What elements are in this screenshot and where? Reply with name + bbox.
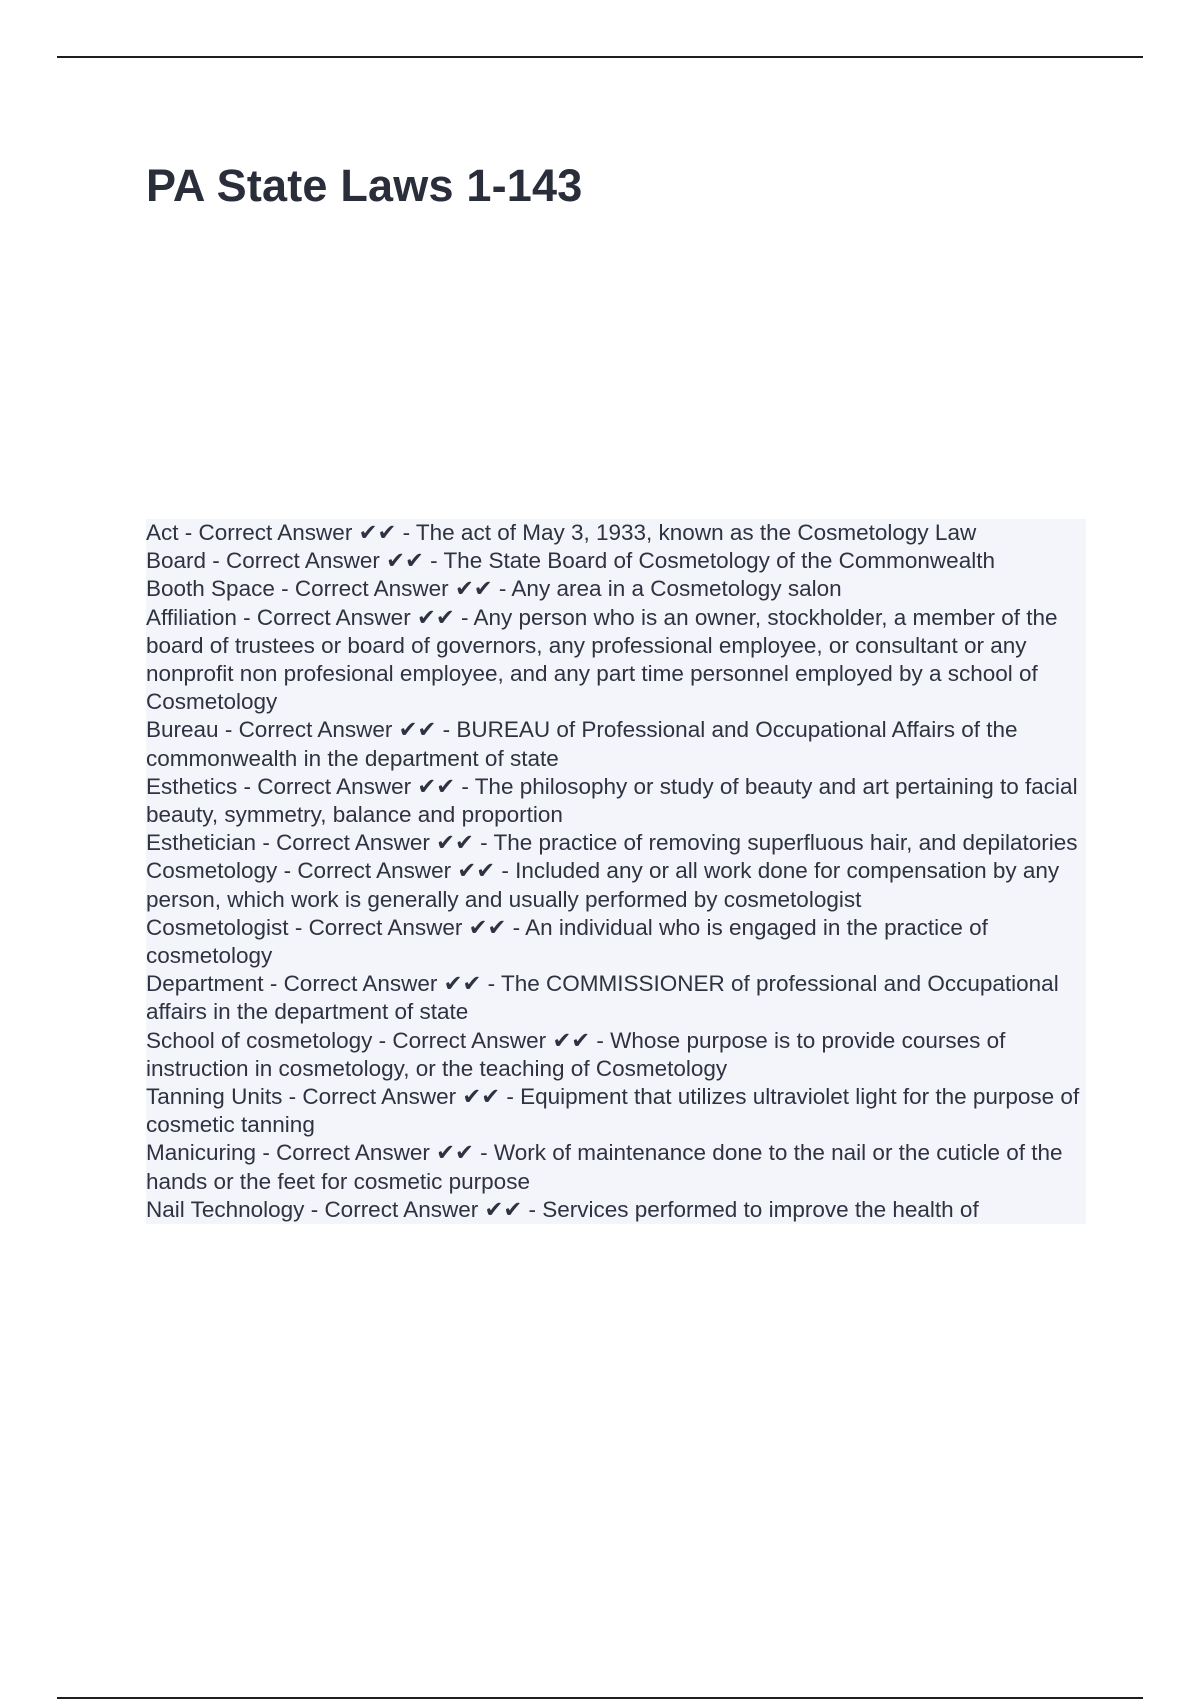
entry-definition: The philosophy or study of beauty and art pertaining to facial beauty, symmetry, balance and proportion (146, 773, 1078, 828)
entry-term: Cosmetologist (146, 914, 289, 940)
answer-label: Correct Answer (392, 1027, 547, 1053)
flashcard-entry: Manicuring - Correct Answer ✔✔ - Work of maintenance done to the nail or the cuticle of the hands or the feet for cosmetic purpose (146, 1139, 1086, 1195)
entry-term: Tanning Units (146, 1084, 283, 1110)
answer-label: Correct Answer (294, 576, 449, 602)
check-mark-icon: ✔✔ (457, 858, 496, 884)
check-mark-icon: ✔✔ (386, 548, 424, 574)
entry-term: Esthetics (146, 773, 238, 799)
flashcard-entry: Nail Technology - Correct Answer ✔✔ - Services performed to improve the health of (146, 1196, 1086, 1224)
check-mark-icon: ✔✔ (436, 1140, 474, 1166)
entry-term: Bureau (146, 717, 219, 743)
footer-rule (57, 1697, 1143, 1699)
answer-label: Correct Answer (276, 830, 430, 856)
content-fade (146, 1223, 1086, 1237)
entry-definition: Work of maintenance done to the nail or the cuticle of the hands or the feet for cosmetic purpose (146, 1140, 1063, 1194)
entry-term: Nail Technology (146, 1196, 305, 1222)
answer-label: Correct Answer (283, 971, 438, 997)
answer-label: Correct Answer (297, 858, 452, 884)
flashcard-entry: Tanning Units - Correct Answer ✔✔ - Equipment that utilizes ultraviolet light for the purpose of cosmetic tanning (146, 1083, 1086, 1139)
flashcard-entry: Booth Space - Correct Answer ✔✔ - Any area in a Cosmetology salon (146, 575, 1086, 603)
check-mark-icon: ✔✔ (484, 1196, 523, 1222)
entry-definition: Whose purpose is to provide courses of instruction in cosmetology, or the teaching of Cosmetology (146, 1027, 1006, 1081)
answer-label: Correct Answer (324, 1196, 479, 1222)
flashcard-entry: Act - Correct Answer ✔✔ - The act of May 3, 1933, known as the Cosmetology Law (146, 519, 1086, 547)
check-mark-icon: ✔✔ (358, 520, 397, 545)
header-rule (57, 56, 1143, 58)
flashcard-entry: Esthetics - Correct Answer ✔✔ - The philosophy or study of beauty and art pertaining to facial beauty, symmetry, balance and proportion (146, 773, 1086, 829)
page-title: PA State Laws 1-143 (146, 160, 583, 211)
entry-definition: An individual who is engaged in the practice of cosmetology (146, 914, 988, 969)
entry-term: School of cosmetology (146, 1027, 373, 1053)
entry-term: Act (146, 520, 179, 545)
answer-label: Correct Answer (257, 773, 412, 799)
entry-term: Manicuring (146, 1140, 257, 1166)
flashcard-entry: Bureau - Correct Answer ✔✔ - BUREAU of Professional and Occupational Affairs of the commonwealth in the department of state (146, 716, 1086, 772)
answer-label: Correct Answer (226, 548, 380, 574)
entry-definition: Included any or all work done for compensation by any person, which work is generally and usually performed by cosmetologist (146, 858, 1060, 912)
flashcard-entry: Cosmetology - Correct Answer ✔✔ - Included any or all work done for compensation by any person, which work is generally and usually performed by cosmetologist (146, 857, 1086, 913)
flashcard-entry: Esthetician - Correct Answer ✔✔ - The practice of removing superfluous hair, and depilatories (146, 829, 1086, 857)
flashcard-entry: Board - Correct Answer ✔✔ - The State Board of Cosmetology of the Commonwealth (146, 547, 1086, 575)
entry-definition: Services performed to improve the health of (542, 1196, 979, 1222)
entry-definition: Any area in a Cosmetology salon (511, 576, 842, 602)
entry-term: Esthetician (146, 830, 257, 856)
entry-definition: Equipment that utilizes ultraviolet light for the purpose of cosmetic tanning (146, 1084, 1080, 1138)
entry-definition: The COMMISSIONER of professional and Occupational affairs in the department of state (146, 971, 1059, 1025)
check-mark-icon: ✔✔ (398, 717, 437, 743)
check-mark-icon: ✔✔ (443, 971, 482, 997)
check-mark-icon: ✔✔ (454, 576, 493, 602)
entry-term: Booth Space (146, 576, 275, 602)
check-mark-icon: ✔✔ (552, 1027, 591, 1053)
entry-term: Affiliation (146, 604, 237, 630)
entry-term: Department (146, 971, 264, 997)
check-mark-icon: ✔✔ (468, 914, 507, 940)
answer-label: Correct Answer (276, 1140, 430, 1166)
entry-definition: The act of May 3, 1933, known as the Cosmetology Law (415, 520, 977, 545)
flashcard-entry: Department - Correct Answer ✔✔ - The COMMISSIONER of professional and Occupational affairs in the department of state (146, 970, 1086, 1026)
check-mark-icon: ✔✔ (436, 830, 474, 856)
answer-label: Correct Answer (302, 1084, 457, 1110)
flashcard-entry: Affiliation - Correct Answer ✔✔ - Any person who is an owner, stockholder, a member of the board of trustees or board of governors, any professional employee, or consultant or any nonprofit non profesional employee, and any part time personnel employed by a school of Cosmetology (146, 604, 1086, 717)
check-mark-icon: ✔✔ (462, 1084, 501, 1110)
flashcard-entry: School of cosmetology - Correct Answer ✔✔ - Whose purpose is to provide courses of instruction in cosmetology, or the teaching of Cosmetology (146, 1027, 1086, 1083)
entry-definition: BUREAU of Professional and Occupational Affairs of the commonwealth in the department of state (146, 717, 1018, 771)
entry-definition: The practice of removing superfluous hair, and depilatories (493, 830, 1078, 856)
answer-label: Correct Answer (308, 914, 463, 940)
entry-term: Board (146, 548, 207, 574)
flashcard-entry: Cosmetologist - Correct Answer ✔✔ - An individual who is engaged in the practice of cosmetology (146, 914, 1086, 970)
flashcard-list (146, 519, 1086, 1237)
entry-definition: The State Board of Cosmetology of the Commonwealth (443, 548, 995, 574)
answer-label: Correct Answer (198, 520, 353, 545)
check-mark-icon: ✔✔ (417, 773, 456, 799)
answer-label: Correct Answer (238, 717, 393, 743)
entry-definition: Any person who is an owner, stockholder, a member of the board of trustees or board of governors, any professional employee, or consultant or any nonprofit non profesional employee, and any part time personnel employed by a school of Cosmetology (146, 604, 1058, 715)
check-mark-icon: ✔✔ (416, 604, 455, 630)
entry-term: Cosmetology (146, 858, 278, 884)
answer-label: Correct Answer (256, 604, 411, 630)
